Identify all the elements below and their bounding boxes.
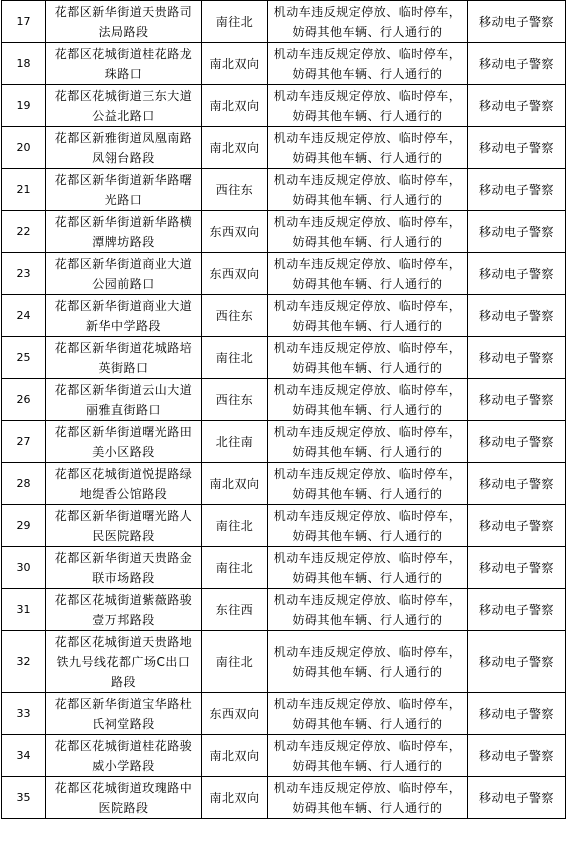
enforcement-method-cell: 移动电子警察 — [468, 693, 566, 735]
direction-cell: 西往东 — [202, 379, 268, 421]
enforcement-method-cell: 移动电子警察 — [468, 505, 566, 547]
violation-behavior-cell: 机动车违反规定停放、临时停车，妨碍其他车辆、行人通行的 — [268, 547, 468, 589]
location-cell: 花都区新华街道新华路曙光路口 — [46, 169, 202, 211]
location-cell: 花都区新华街道天贵路金联市场路段 — [46, 547, 202, 589]
enforcement-method-cell: 移动电子警察 — [468, 777, 566, 819]
table-row — [2, 631, 566, 693]
table-row — [2, 85, 566, 127]
direction-cell: 南往北 — [202, 337, 268, 379]
location-cell: 花都区花城街道悦提路绿地缇香公馆路段 — [46, 463, 202, 505]
location-cell: 花都区新华街道花城路培英街路口 — [46, 337, 202, 379]
enforcement-method-cell: 移动电子警察 — [468, 169, 566, 211]
table-row — [2, 421, 566, 463]
violation-behavior-cell: 机动车违反规定停放、临时停车，妨碍其他车辆、行人通行的 — [268, 85, 468, 127]
violation-behavior-cell: 机动车违反规定停放、临时停车，妨碍其他车辆、行人通行的 — [268, 693, 468, 735]
location-cell: 花都区新华街道新华路横潭牌坊路段 — [46, 211, 202, 253]
violation-behavior-cell: 机动车违反规定停放、临时停车，妨碍其他车辆、行人通行的 — [268, 421, 468, 463]
violation-behavior-cell: 机动车违反规定停放、临时停车，妨碍其他车辆、行人通行的 — [268, 777, 468, 819]
row-number-cell: 21 — [2, 169, 46, 211]
violation-behavior-cell: 机动车违反规定停放、临时停车，妨碍其他车辆、行人通行的 — [268, 463, 468, 505]
enforcement-method-cell: 移动电子警察 — [468, 1, 566, 43]
table-row — [2, 589, 566, 631]
row-number-cell: 18 — [2, 43, 46, 85]
direction-cell: 东往西 — [202, 589, 268, 631]
enforcement-method-cell: 移动电子警察 — [468, 547, 566, 589]
violation-behavior-cell: 机动车违反规定停放、临时停车，妨碍其他车辆、行人通行的 — [268, 211, 468, 253]
row-number-cell: 19 — [2, 85, 46, 127]
location-cell: 花都区新华街道商业大道公园前路口 — [46, 253, 202, 295]
violation-behavior-cell: 机动车违反规定停放、临时停车，妨碍其他车辆、行人通行的 — [268, 337, 468, 379]
table-row — [2, 211, 566, 253]
table-row — [2, 253, 566, 295]
location-cell: 花都区新华街道云山大道丽雅直街路口 — [46, 379, 202, 421]
table-row — [2, 547, 566, 589]
direction-cell: 西往东 — [202, 169, 268, 211]
row-number-cell: 30 — [2, 547, 46, 589]
row-number-cell: 24 — [2, 295, 46, 337]
table-row — [2, 463, 566, 505]
enforcement-method-cell: 移动电子警察 — [468, 589, 566, 631]
location-cell: 花都区新华街道天贵路司法局路段 — [46, 1, 202, 43]
row-number-cell: 33 — [2, 693, 46, 735]
enforcement-method-cell: 移动电子警察 — [468, 337, 566, 379]
row-number-cell: 28 — [2, 463, 46, 505]
location-cell: 花都区新雅街道凤凰南路凤翎台路段 — [46, 127, 202, 169]
violation-behavior-cell: 机动车违反规定停放、临时停车，妨碍其他车辆、行人通行的 — [268, 169, 468, 211]
violation-behavior-cell: 机动车违反规定停放、临时停车，妨碍其他车辆、行人通行的 — [268, 1, 468, 43]
violation-behavior-cell: 机动车违反规定停放、临时停车，妨碍其他车辆、行人通行的 — [268, 295, 468, 337]
direction-cell: 北往南 — [202, 421, 268, 463]
table-row — [2, 295, 566, 337]
enforcement-locations-table — [1, 0, 566, 819]
violation-behavior-cell: 机动车违反规定停放、临时停车，妨碍其他车辆、行人通行的 — [268, 589, 468, 631]
table-row — [2, 735, 566, 777]
location-cell: 花都区新华街道宝华路杜氏祠堂路段 — [46, 693, 202, 735]
table-row — [2, 43, 566, 85]
violation-behavior-cell: 机动车违反规定停放、临时停车，妨碍其他车辆、行人通行的 — [268, 505, 468, 547]
direction-cell: 南北双向 — [202, 43, 268, 85]
direction-cell: 南往北 — [202, 505, 268, 547]
direction-cell: 南往北 — [202, 547, 268, 589]
location-cell: 花都区花城街道桂花路龙珠路口 — [46, 43, 202, 85]
direction-cell: 南北双向 — [202, 127, 268, 169]
row-number-cell: 32 — [2, 631, 46, 693]
direction-cell: 南北双向 — [202, 85, 268, 127]
table-row — [2, 337, 566, 379]
enforcement-method-cell: 移动电子警察 — [468, 463, 566, 505]
row-number-cell: 23 — [2, 253, 46, 295]
enforcement-method-cell: 移动电子警察 — [468, 735, 566, 777]
row-number-cell: 29 — [2, 505, 46, 547]
direction-cell: 东西双向 — [202, 693, 268, 735]
location-cell: 花都区花城街道三东大道公益北路口 — [46, 85, 202, 127]
row-number-cell: 31 — [2, 589, 46, 631]
location-cell: 花都区新华街道曙光路人民医院路段 — [46, 505, 202, 547]
direction-cell: 南往北 — [202, 631, 268, 693]
direction-cell: 东西双向 — [202, 211, 268, 253]
table-row — [2, 505, 566, 547]
enforcement-method-cell: 移动电子警察 — [468, 295, 566, 337]
enforcement-method-cell: 移动电子警察 — [468, 211, 566, 253]
table-row — [2, 777, 566, 819]
enforcement-method-cell: 移动电子警察 — [468, 127, 566, 169]
direction-cell: 东西双向 — [202, 253, 268, 295]
table-row — [2, 379, 566, 421]
location-cell: 花都区新华街道曙光路田美小区路段 — [46, 421, 202, 463]
row-number-cell: 17 — [2, 1, 46, 43]
location-cell: 花都区花城街道紫薇路骏壹万邦路段 — [46, 589, 202, 631]
row-number-cell: 35 — [2, 777, 46, 819]
violation-behavior-cell: 机动车违反规定停放、临时停车，妨碍其他车辆、行人通行的 — [268, 631, 468, 693]
direction-cell: 南往北 — [202, 1, 268, 43]
violation-behavior-cell: 机动车违反规定停放、临时停车，妨碍其他车辆、行人通行的 — [268, 735, 468, 777]
location-cell: 花都区花城街道玫瑰路中医院路段 — [46, 777, 202, 819]
violation-behavior-cell: 机动车违反规定停放、临时停车，妨碍其他车辆、行人通行的 — [268, 253, 468, 295]
table-row — [2, 1, 566, 43]
row-number-cell: 27 — [2, 421, 46, 463]
row-number-cell: 20 — [2, 127, 46, 169]
enforcement-method-cell: 移动电子警察 — [468, 253, 566, 295]
row-number-cell: 22 — [2, 211, 46, 253]
row-number-cell: 34 — [2, 735, 46, 777]
direction-cell: 南北双向 — [202, 735, 268, 777]
enforcement-method-cell: 移动电子警察 — [468, 631, 566, 693]
direction-cell: 南北双向 — [202, 463, 268, 505]
table-row — [2, 127, 566, 169]
direction-cell: 南北双向 — [202, 777, 268, 819]
direction-cell: 西往东 — [202, 295, 268, 337]
enforcement-method-cell: 移动电子警察 — [468, 43, 566, 85]
location-cell: 花都区花城街道天贵路地铁九号线花都广场C出口路段 — [46, 631, 202, 693]
enforcement-method-cell: 移动电子警察 — [468, 379, 566, 421]
row-number-cell: 26 — [2, 379, 46, 421]
violation-behavior-cell: 机动车违反规定停放、临时停车，妨碍其他车辆、行人通行的 — [268, 127, 468, 169]
table-row — [2, 169, 566, 211]
enforcement-method-cell: 移动电子警察 — [468, 85, 566, 127]
violation-behavior-cell: 机动车违反规定停放、临时停车，妨碍其他车辆、行人通行的 — [268, 379, 468, 421]
row-number-cell: 25 — [2, 337, 46, 379]
table-row — [2, 693, 566, 735]
location-cell: 花都区新华街道商业大道新华中学路段 — [46, 295, 202, 337]
violation-behavior-cell: 机动车违反规定停放、临时停车，妨碍其他车辆、行人通行的 — [268, 43, 468, 85]
location-cell: 花都区花城街道桂花路骏威小学路段 — [46, 735, 202, 777]
enforcement-method-cell: 移动电子警察 — [468, 421, 566, 463]
